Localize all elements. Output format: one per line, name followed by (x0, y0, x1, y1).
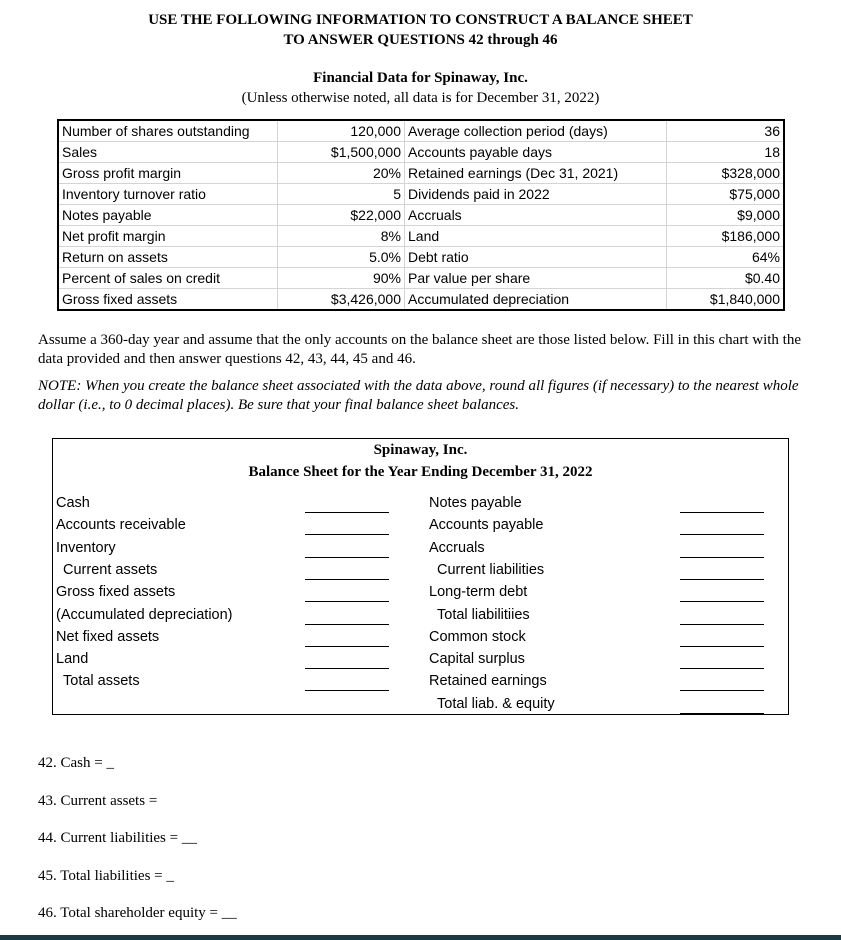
asset-label: Accounts receivable (56, 517, 186, 534)
data-value: $1,500,000 (278, 142, 405, 163)
asset-value-blank[interactable] (305, 646, 389, 647)
data-value: 20% (278, 163, 405, 184)
asset-label: (Accumulated depreciation) (56, 606, 233, 623)
title-line-1: USE THE FOLLOWING INFORMATION TO CONSTRUCT A BALANCE SHEET (148, 12, 693, 28)
data-label: Average collection period (days) (405, 120, 667, 142)
data-value: $75,000 (667, 184, 785, 205)
data-label: Return on assets (58, 247, 278, 268)
liability-label: Accruals (429, 539, 485, 556)
liability-label: Current liabilities (437, 561, 545, 578)
data-value: 90% (278, 268, 405, 289)
table-row (58, 268, 784, 289)
data-title: Financial Data for Spinaway, Inc. (313, 70, 528, 86)
data-label: Land (405, 226, 667, 247)
asset-value-blank[interactable] (305, 512, 389, 513)
data-label: Gross profit margin (58, 163, 278, 184)
table-row (58, 142, 784, 163)
assume-text: Assume a 360-day year and assume that the only accounts on the balance sheet are those listed below. Fill in this chart with the data provided and then answer questions 42, 43, 44, 45 and 46. (38, 332, 801, 367)
table-row (58, 163, 784, 184)
question-44: 44. Current liabilities = __ (38, 830, 197, 846)
liability-value-blank[interactable] (680, 534, 764, 535)
question-42: 42. Cash = _ (38, 755, 114, 771)
data-label: Debt ratio (405, 247, 667, 268)
table-row (58, 289, 784, 311)
balance-sheet-box (52, 438, 789, 715)
data-label: Notes payable (58, 205, 278, 226)
liability-label: Total liab. & equity (437, 695, 555, 712)
bottom-bar (0, 935, 841, 940)
asset-label: Cash (56, 495, 90, 511)
data-value: 5 (278, 184, 405, 205)
table-row (58, 247, 784, 268)
liability-value-blank[interactable] (680, 668, 764, 669)
question-46: 46. Total shareholder equity = __ (38, 905, 237, 921)
data-label: Inventory turnover ratio (58, 184, 278, 205)
asset-label: Current assets (63, 561, 158, 578)
asset-value-blank[interactable] (305, 557, 389, 558)
liability-label: Accounts payable (429, 517, 544, 534)
data-label: Par value per share (405, 268, 667, 289)
note-text: NOTE: When you create the balance sheet associated with the data above, round all figures (if necessary) to the nearest whole dollar (i.e., to 0 decimal places). Be sure that your final balance sheet balances. (38, 378, 799, 413)
liability-value-blank[interactable] (680, 512, 764, 513)
asset-label: Total assets (63, 673, 140, 690)
question-45: 45. Total liabilities = _ (38, 867, 174, 884)
table-row (58, 184, 784, 205)
table-row (58, 205, 784, 226)
liability-value-blank[interactable] (680, 624, 764, 625)
asset-value-blank[interactable] (305, 668, 389, 669)
liability-value-blank[interactable] (680, 690, 764, 691)
liability-value-blank[interactable] (680, 646, 764, 647)
balance-sheet-title: Balance Sheet for the Year Ending December 31, 2022 (248, 464, 593, 480)
data-label: Dividends paid in 2022 (405, 184, 667, 205)
liability-label: Long-term debt (429, 584, 528, 601)
asset-value-blank[interactable] (305, 601, 389, 602)
data-label: Accounts payable days (405, 142, 667, 163)
asset-value-blank[interactable] (305, 624, 389, 625)
asset-label: Gross fixed assets (56, 584, 176, 601)
financial-data-table (57, 119, 785, 311)
data-label: Sales (58, 142, 278, 163)
data-value: 64% (667, 247, 785, 268)
balance-sheet-company: Spinaway, Inc. (373, 442, 468, 458)
data-subtitle: (Unless otherwise noted, all data is for December 31, 2022) (241, 90, 600, 106)
title-line-2: TO ANSWER QUESTIONS 42 through 46 (283, 32, 558, 48)
liability-label: Capital surplus (429, 651, 525, 668)
data-value: $1,840,000 (667, 289, 785, 311)
data-value: 5.0% (278, 247, 405, 268)
data-label: Net profit margin (58, 226, 278, 247)
data-value: $186,000 (667, 226, 785, 247)
asset-label: Net fixed assets (56, 628, 160, 645)
data-value: $328,000 (667, 163, 785, 184)
question-43: 43. Current assets = (38, 792, 158, 809)
asset-label: Land (56, 651, 89, 668)
data-value: 18 (667, 142, 785, 163)
liability-label: Notes payable (429, 495, 522, 511)
data-value: $22,000 (278, 205, 405, 226)
asset-value-blank[interactable] (305, 690, 389, 691)
data-value: 120,000 (278, 120, 405, 142)
data-label: Accumulated depreciation (405, 289, 667, 311)
liability-value-blank[interactable] (680, 601, 764, 602)
data-value: 8% (278, 226, 405, 247)
data-label: Gross fixed assets (58, 289, 278, 311)
data-label: Percent of sales on credit (58, 268, 278, 289)
data-label: Number of shares outstanding (58, 120, 278, 142)
liability-value-blank[interactable] (680, 713, 764, 714)
data-value: 36 (667, 120, 785, 142)
table-row (58, 226, 784, 247)
asset-value-blank[interactable] (305, 579, 389, 580)
liability-label: Total liabilitiies (437, 606, 530, 623)
data-label: Retained earnings (Dec 31, 2021) (405, 163, 667, 184)
asset-label: Inventory (56, 539, 116, 556)
data-value: $0.40 (667, 268, 785, 289)
asset-value-blank[interactable] (305, 534, 389, 535)
liability-value-blank[interactable] (680, 579, 764, 580)
liability-label: Retained earnings (429, 673, 547, 690)
liability-value-blank[interactable] (680, 557, 764, 558)
data-value: $9,000 (667, 205, 785, 226)
data-value: $3,426,000 (278, 289, 405, 311)
data-label: Accruals (405, 205, 667, 226)
table-row (58, 120, 784, 142)
liability-label: Common stock (429, 628, 526, 645)
